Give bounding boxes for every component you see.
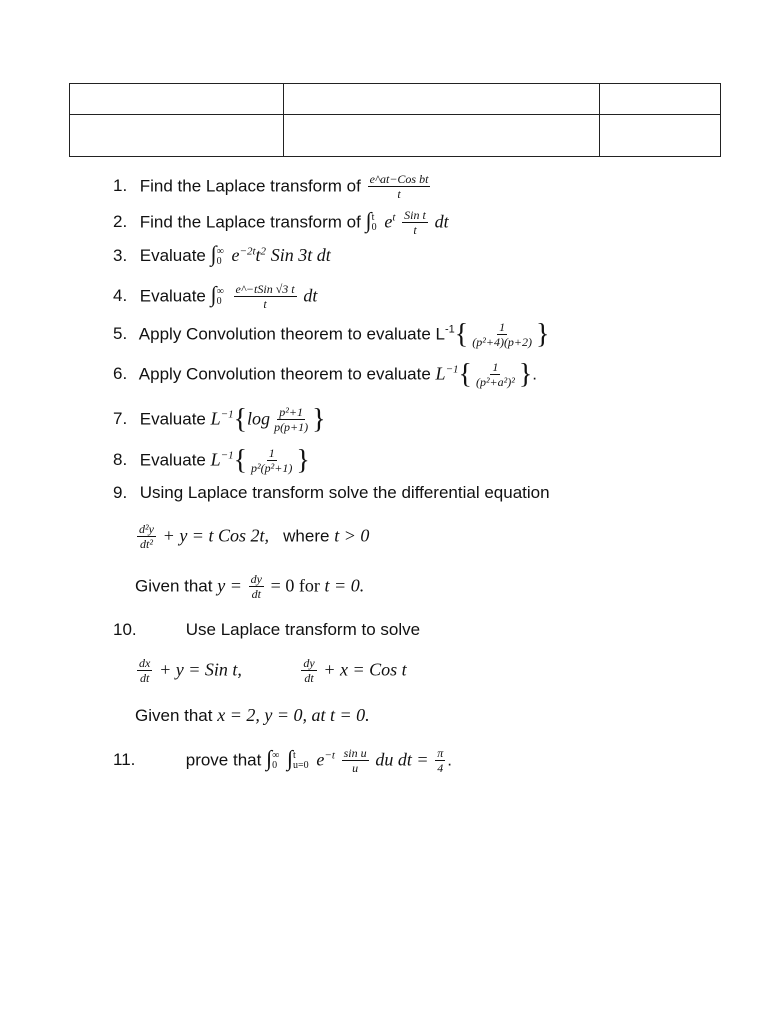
expression: t = 0. (324, 575, 365, 596)
integral-limits (217, 247, 224, 267)
close-brace: } (312, 403, 326, 435)
numerator: e^−tSin √3 t (235, 282, 295, 296)
denominator: dt (304, 671, 314, 686)
question-text: Evaluate (139, 286, 206, 306)
numerator: 1 (492, 360, 499, 374)
exponent: −1 (445, 363, 459, 376)
fraction (234, 282, 297, 312)
question-number: 6. (113, 364, 128, 384)
question-number: 1. (113, 176, 128, 196)
expression: Sin 3t dt (270, 245, 331, 265)
numerator: p²+1 (279, 405, 303, 419)
expression: + y = Sin t, (159, 659, 242, 680)
expression: t > 0 (334, 525, 370, 546)
q9-given (135, 572, 364, 602)
expression: x = 2, y = 0, at t = 0. (217, 705, 370, 725)
denominator: p²(p²+1) (251, 461, 293, 476)
lower-limit: 0 (272, 759, 278, 771)
expression: du dt = (375, 749, 429, 770)
denominator: dt (139, 671, 150, 686)
question-text: Find the Laplace transform of (139, 176, 361, 196)
question-5 (113, 320, 549, 350)
exponent: -1 (445, 323, 455, 336)
question-text: prove that (185, 750, 262, 770)
header-cell (70, 115, 284, 157)
integral-limits (272, 751, 279, 771)
operator: L (210, 449, 221, 470)
q9-equation (135, 522, 369, 552)
expression: e (384, 211, 393, 232)
question-text: Find the Laplace transform of (139, 212, 361, 232)
numerator: sin u (343, 746, 367, 760)
exponent: 2 (260, 245, 267, 258)
exponent: −1 (220, 449, 234, 462)
fraction (137, 522, 156, 552)
upper-limit: t (293, 749, 296, 761)
numerator: 1 (499, 320, 506, 334)
question-text: Evaluate (139, 246, 206, 265)
close-brace: } (518, 358, 533, 390)
question-4 (113, 282, 317, 312)
expression: e (316, 749, 325, 770)
operator: L (210, 408, 221, 429)
denominator: t (397, 187, 401, 202)
denominator: (p²+a²)² (475, 375, 515, 390)
question-number: 8. (113, 450, 128, 470)
expression: dt (303, 285, 318, 306)
question-3 (113, 243, 331, 267)
integral-sign: ∫ (210, 281, 217, 307)
denominator: (p²+4)(p+2) (472, 335, 533, 350)
numerator: Sin t (404, 208, 426, 222)
numerator: dy (250, 572, 262, 586)
fraction (272, 405, 310, 435)
numerator: e^at−Cos bt (369, 172, 429, 186)
header-cell (600, 84, 721, 115)
expression: y = (217, 575, 242, 596)
denominator: p(p+1) (274, 420, 309, 435)
question-number: 9. (113, 483, 128, 502)
upper-limit: ∞ (216, 285, 224, 297)
denominator: u (352, 761, 359, 776)
expression: + y = t Cos 2t, (162, 525, 269, 546)
open-brace: { (233, 403, 248, 435)
exponent: −2t (239, 245, 256, 258)
fraction (470, 320, 534, 350)
numerator: dy (303, 656, 315, 670)
lower-limit: 0 (371, 221, 377, 233)
fraction (474, 360, 517, 390)
fraction (137, 656, 152, 686)
question-1 (113, 172, 432, 202)
open-brace: { (458, 358, 472, 390)
denominator: t (413, 223, 417, 238)
denominator: dt (251, 587, 261, 602)
integral-sign: ∫ (266, 745, 273, 771)
denominator: 4 (437, 761, 444, 776)
fraction (249, 572, 264, 602)
question-number: 11. (113, 750, 136, 770)
fraction (435, 746, 445, 776)
exponent: t (392, 211, 396, 224)
exponent: −1 (220, 408, 234, 421)
question-text: Apply Convolution theorem to evaluate (138, 324, 431, 344)
expression: + x = Cos t (323, 659, 407, 680)
numerator: d²y (139, 522, 154, 536)
question-number: 7. (113, 409, 128, 429)
integral-limits (217, 287, 224, 307)
question-2 (113, 208, 449, 238)
header-cell (284, 84, 600, 115)
q10-given (135, 706, 370, 724)
question-text: Use Laplace transform to solve (185, 620, 421, 639)
open-brace: { (454, 318, 469, 350)
integral-sign: ∫ (286, 745, 294, 771)
text: Given that (135, 706, 213, 725)
integral-sign: ∫ (365, 207, 372, 233)
question-text: Using Laplace transform solve the differential equation (139, 483, 550, 502)
expression: t (255, 245, 261, 265)
fraction (402, 208, 428, 238)
fraction (342, 746, 369, 776)
upper-limit: ∞ (216, 245, 224, 257)
fraction (301, 656, 316, 686)
text: Given that (135, 576, 213, 596)
expression: = 0 for (270, 575, 320, 596)
integral-sign: ∫ (210, 241, 217, 266)
question-text: Evaluate (139, 450, 206, 470)
open-brace: { (233, 444, 248, 476)
denominator: dt² (140, 537, 153, 552)
question-number: 2. (113, 212, 128, 232)
header-cell (600, 115, 721, 157)
numerator: dx (139, 656, 151, 670)
numerator: 1 (268, 446, 275, 460)
log-function: log (247, 408, 271, 429)
header-cell (284, 115, 600, 157)
close-brace: } (536, 318, 550, 350)
question-7 (113, 405, 326, 435)
upper-limit: ∞ (272, 749, 280, 761)
operator: L (435, 324, 446, 344)
expression: e (231, 245, 240, 265)
exponent: −t (324, 749, 335, 762)
close-brace: } (296, 444, 310, 476)
operator: L (435, 363, 446, 384)
question-10 (113, 621, 420, 638)
question-8 (113, 446, 310, 476)
question-6 (113, 360, 537, 390)
question-number: 3. (113, 246, 128, 265)
question-11 (113, 746, 452, 776)
lower-limit: 0 (216, 295, 222, 307)
question-text: Evaluate (139, 409, 206, 429)
punctuation: . (447, 750, 452, 770)
fraction (249, 446, 294, 476)
integral-limits (293, 751, 309, 771)
fraction (368, 172, 431, 202)
header-table (69, 83, 721, 157)
question-9 (113, 484, 550, 501)
lower-limit: 0 (216, 255, 222, 267)
denominator: t (263, 297, 267, 312)
expression: dt (434, 211, 449, 232)
text: where (283, 526, 330, 546)
numerator: π (437, 746, 444, 760)
header-cell (70, 84, 284, 115)
question-number: 4. (113, 286, 128, 306)
question-number: 5. (113, 324, 128, 344)
integral-limits (372, 213, 377, 233)
upper-limit: t (371, 211, 375, 223)
question-text: Apply Convolution theorem to evaluate (138, 364, 431, 384)
q10-equations (135, 656, 407, 686)
lower-limit: u=0 (293, 759, 309, 771)
question-number: 10. (113, 620, 137, 639)
punctuation: . (532, 364, 538, 384)
